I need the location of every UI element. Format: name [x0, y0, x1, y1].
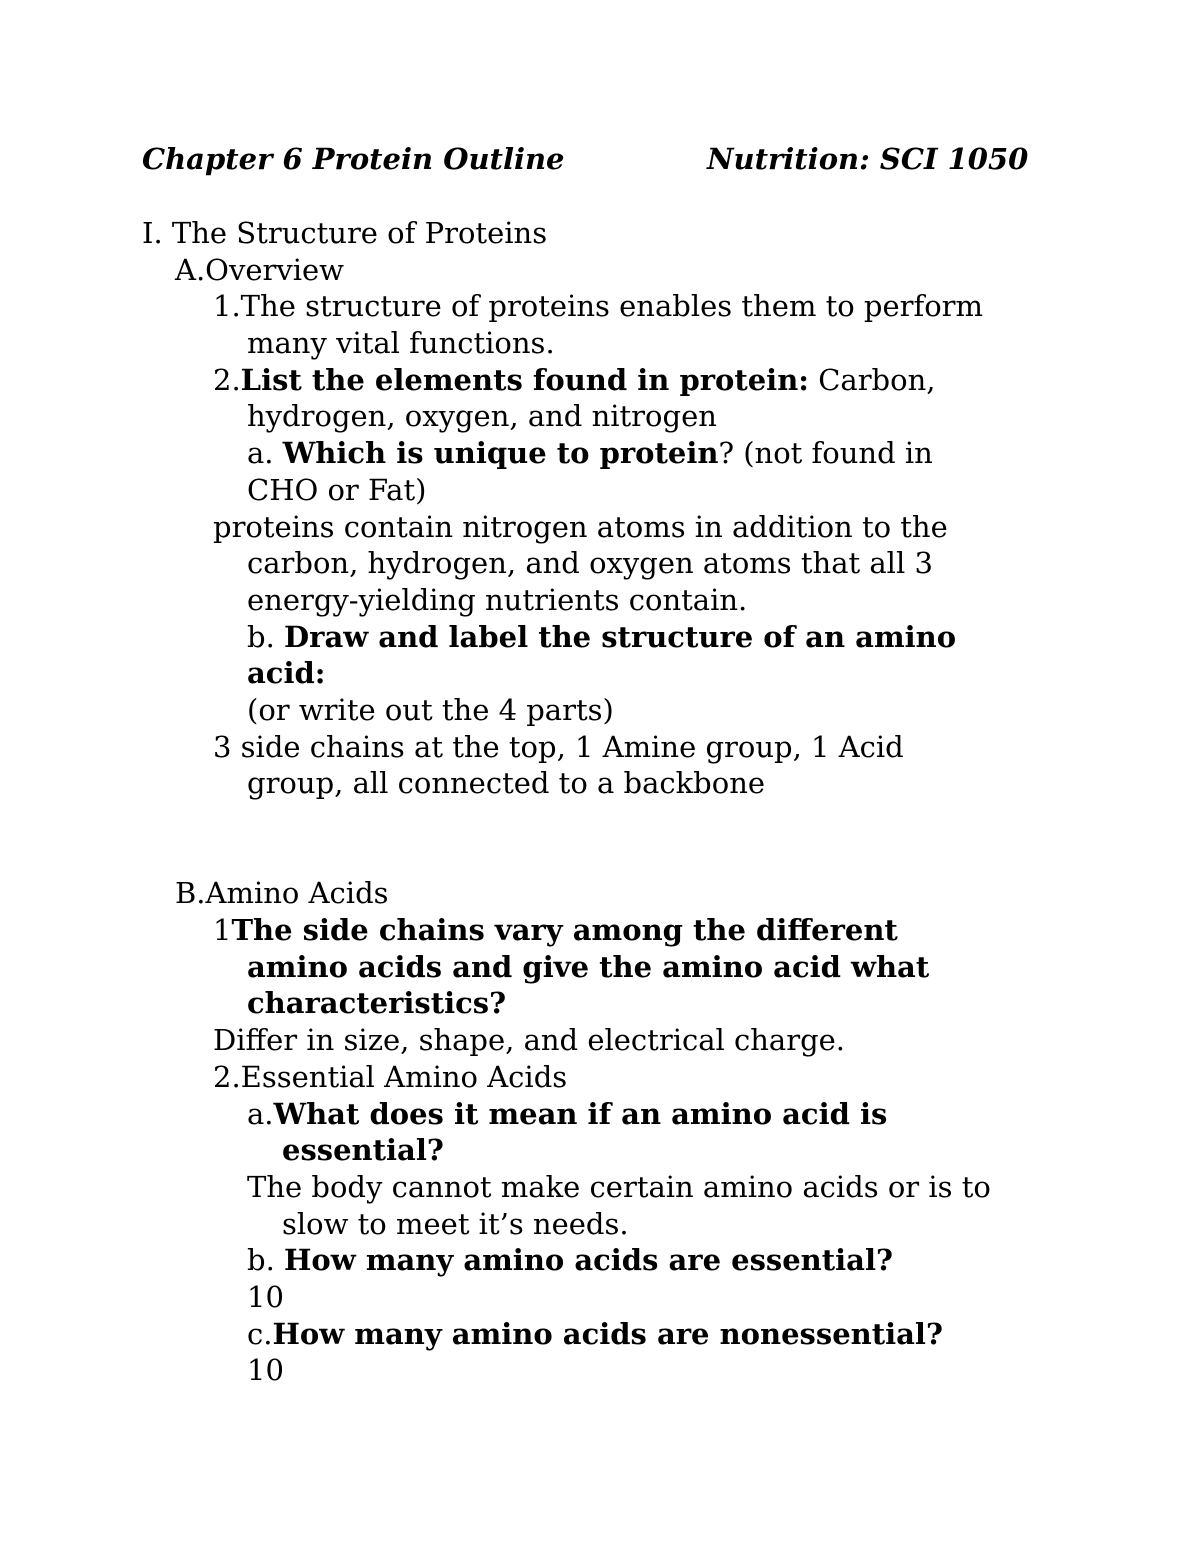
answer-text: The body cannot make certain amino acids or is to [247, 1169, 991, 1204]
subsection-marker: B. [175, 876, 206, 911]
item-text: The structure of proteins enables them to perform [240, 289, 984, 324]
section-marker: I. [142, 216, 163, 250]
subsection-title: Overview [205, 252, 344, 287]
subitem-marker: c. [247, 1316, 273, 1351]
outline-subitem [142, 435, 1072, 472]
answer-text: Differ in size, shape, and electrical charge. [213, 1023, 846, 1058]
answer-text: 3 side chains at the top, 1 Amine group, 1 Acid [213, 729, 904, 764]
answer-text: proteins contain nitrogen atoms in addition to the [213, 509, 948, 544]
outline-subitem [142, 1096, 1072, 1133]
question-text-continued: characteristics? [247, 986, 507, 1021]
item-text: Essential Amino Acids [240, 1059, 568, 1094]
answer-text-continued: slow to meet it’s needs. [282, 1206, 629, 1241]
question-text: Which is unique to protein [282, 436, 719, 471]
answer-text: Carbon, [809, 362, 936, 397]
question-text: The side chains vary among the different [231, 913, 898, 948]
question-text: What does it mean if an amino acid is [273, 1096, 888, 1131]
document-header [142, 137, 1062, 181]
subitem-marker: b. [247, 619, 285, 654]
subitem-marker: b. [247, 1243, 285, 1278]
instruction-note: (or write out the 4 parts) [247, 692, 614, 727]
outline-subitem [142, 1316, 1072, 1353]
question-text: How many amino acids are nonessential? [272, 1316, 943, 1351]
chapter-title: Chapter 6 Protein Outline [142, 142, 565, 176]
answer-text-continued: hydrogen, oxygen, and nitrogen [247, 399, 717, 434]
item-marker: 1 [213, 913, 232, 948]
subitem-marker: a. [247, 1096, 274, 1131]
subsection-marker: A. [175, 252, 206, 287]
course-name: Nutrition: SCI 1050 [707, 142, 1029, 176]
blank-line [142, 802, 1072, 839]
answer-text-continued: group, all connected to a backbone [247, 766, 766, 801]
section-title: The Structure of Proteins [171, 216, 548, 250]
question-text: How many amino acids are essential? [284, 1243, 893, 1278]
outline-item [142, 912, 1072, 949]
blank-line [142, 839, 1072, 876]
subitem-marker: a. [247, 436, 283, 471]
outline-item [142, 362, 1072, 399]
question-text-continued: acid: [247, 656, 326, 691]
outline-subitem [142, 1242, 1072, 1279]
question-text: Draw and label the structure of an amino [284, 619, 957, 654]
item-marker: 1. [213, 289, 241, 324]
answer-text: 10 [247, 1279, 284, 1314]
outline-body [142, 215, 1072, 1389]
item-text-continued: many vital functions. [247, 326, 555, 361]
answer-text: 10 [247, 1353, 284, 1388]
item-marker: 2. [213, 362, 241, 397]
question-text: List the elements found in protein: [240, 362, 809, 397]
item-marker: 2. [213, 1059, 241, 1094]
question-text-continued: essential? [282, 1133, 444, 1168]
section-heading [142, 215, 1072, 252]
subsection-heading [142, 875, 1072, 912]
question-suffix: ? (not found in [718, 436, 933, 471]
outline-subitem [142, 619, 1072, 656]
subsection-title: Amino Acids [205, 876, 389, 911]
answer-text-continued: carbon, hydrogen, and oxygen atoms that all 3 [247, 546, 933, 581]
answer-text-continued: energy-yielding nutrients contain. [247, 582, 748, 617]
subsection-heading [142, 252, 1072, 289]
question-suffix-continued: CHO or Fat) [247, 472, 427, 507]
outline-item [142, 288, 1072, 325]
question-text-continued: amino acids and give the amino acid what [247, 949, 930, 984]
outline-item [142, 1059, 1072, 1096]
